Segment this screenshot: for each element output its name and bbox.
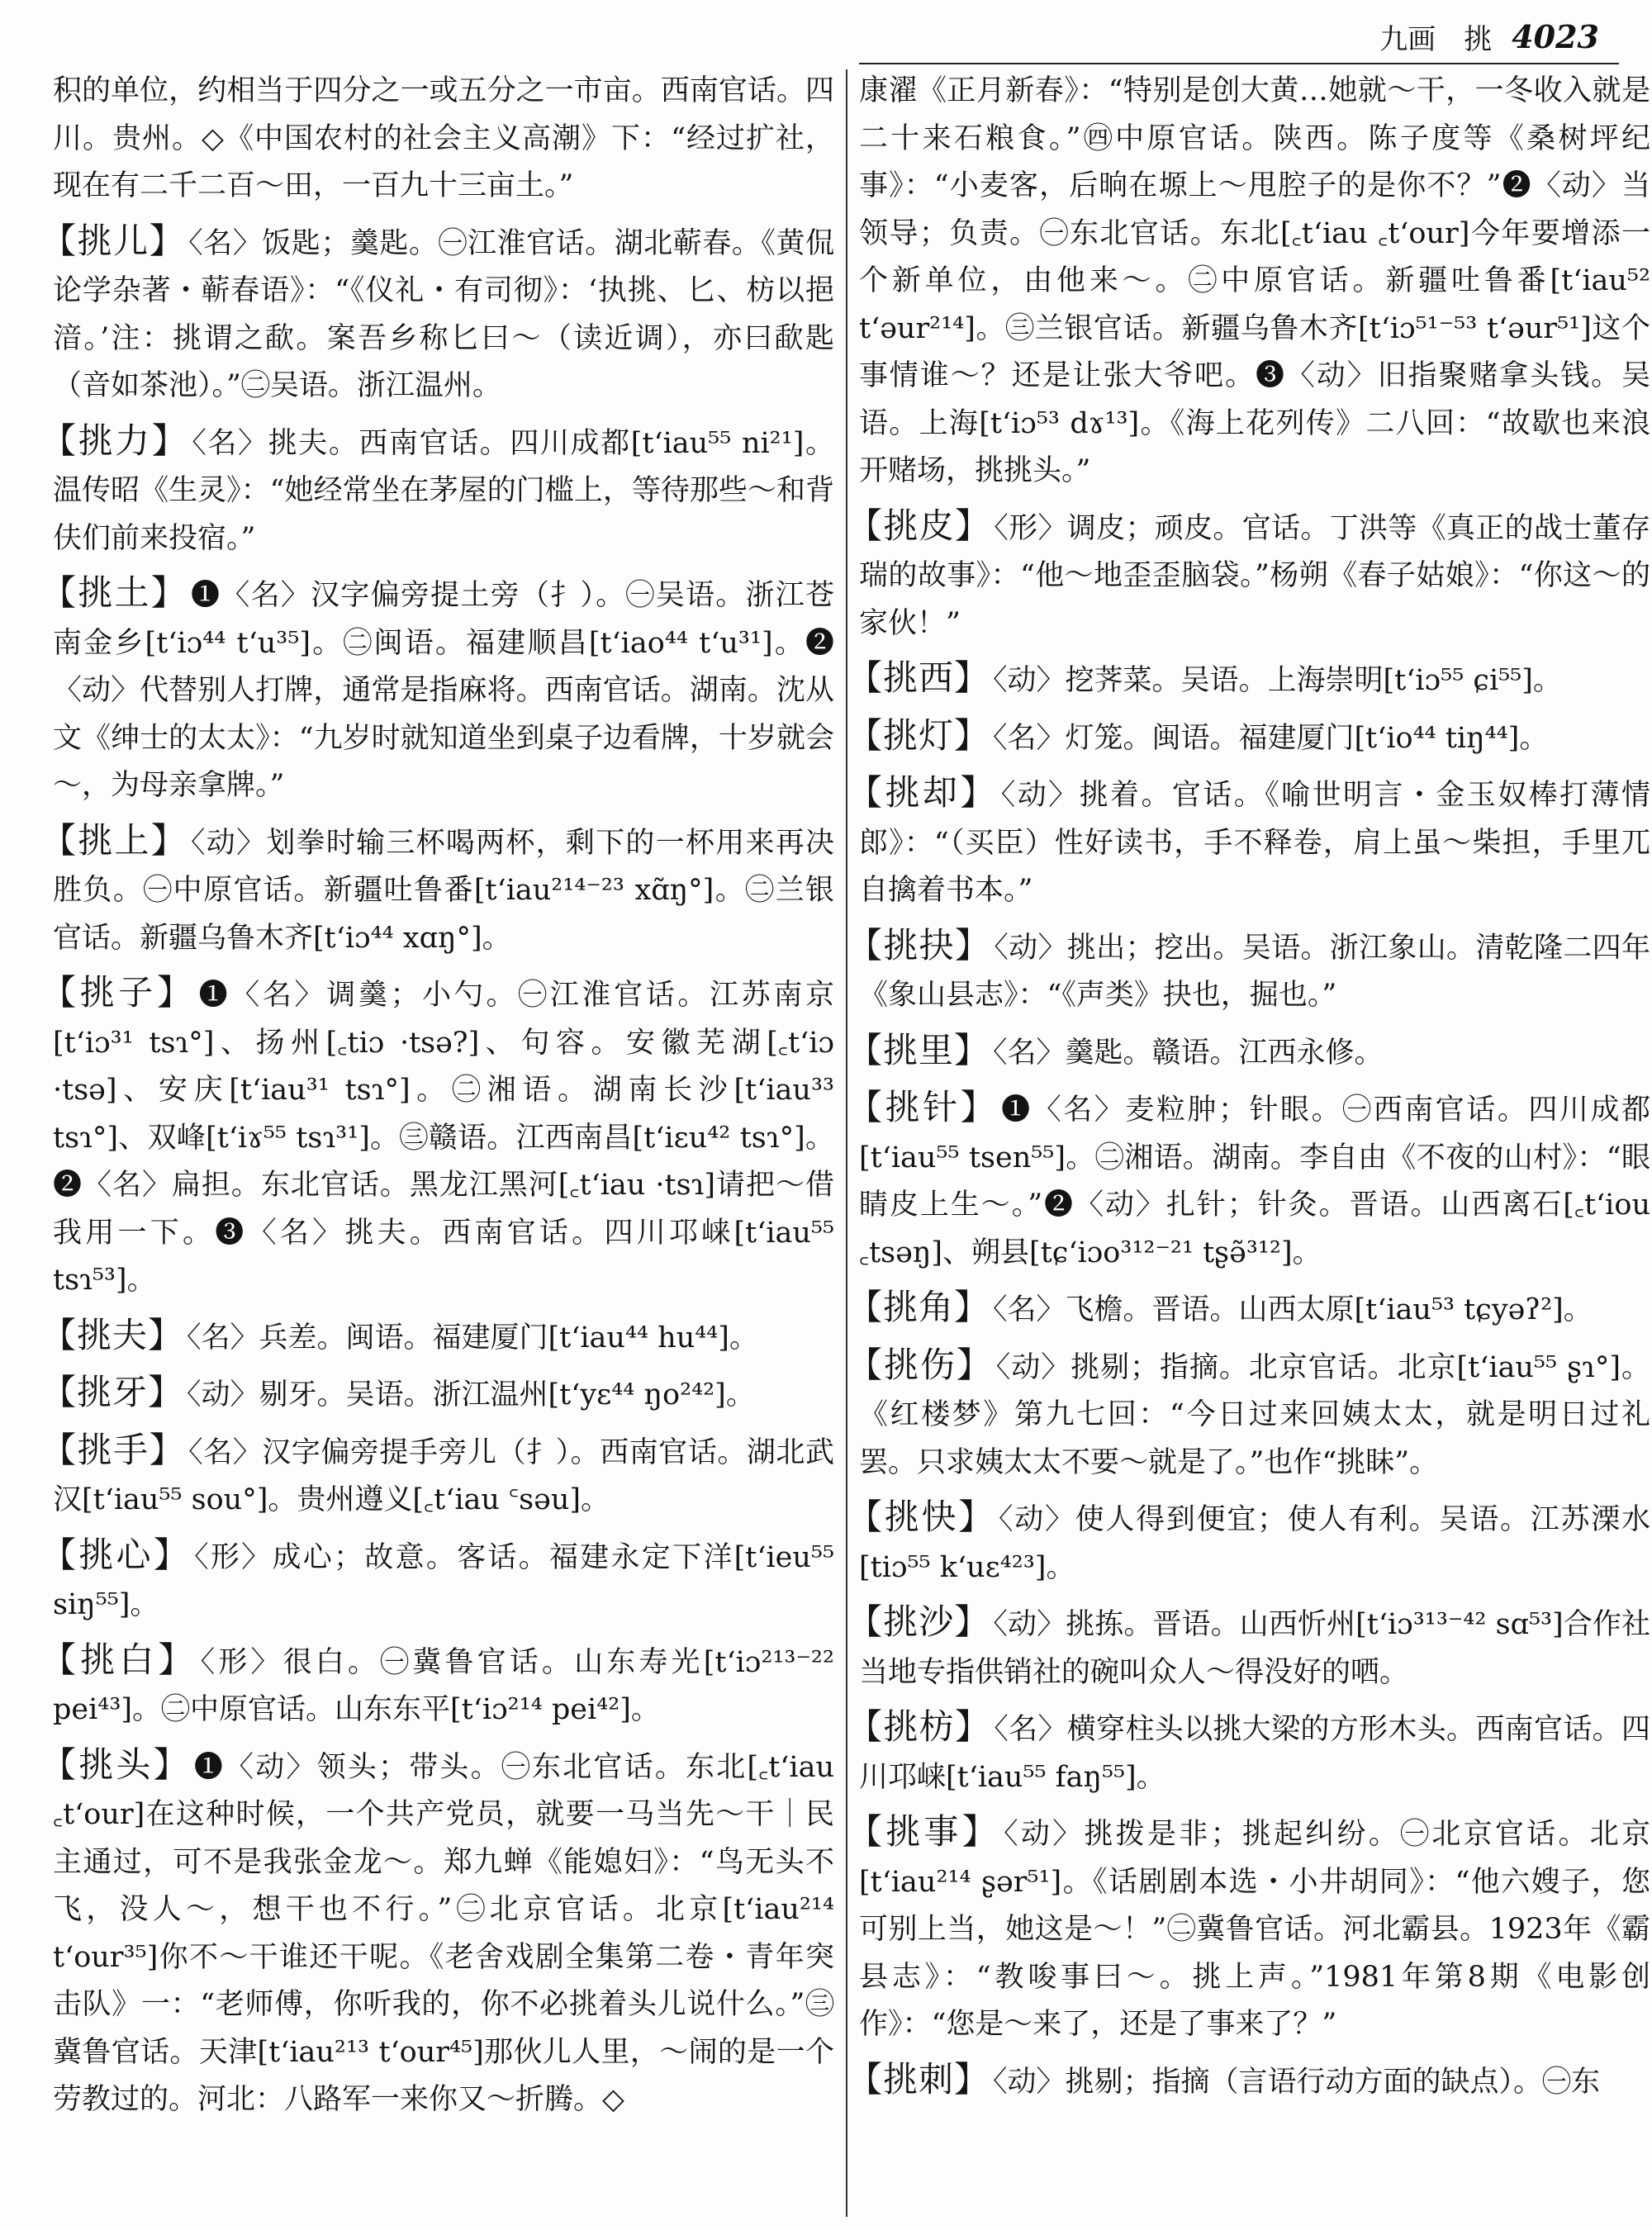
- entry-headword: 【挑沙】: [847, 1601, 990, 1642]
- entry-definition: 〈动〉划拳时输三杯喝两杯，剩下的一杯用来再决胜负。㊀中原官话。新疆吐鲁番[tʻiau²¹⁴⁻²³ xɑ̃ŋ°]。㊁兰银官话。新疆乌鲁木齐[tʻiɔ⁴⁴ xɑŋ°]。: [53, 826, 834, 955]
- entry-definition: 〈动〉挑拣。晋语。山西忻州[tʻiɔ³¹³⁻⁴² sɑ⁵³]合作社当地专指供销社的碗叫众人～得没好的哂。: [859, 1608, 1650, 1689]
- entry-headword: 【挑土】: [41, 572, 188, 613]
- dictionary-entry: [41, 1369, 834, 1420]
- entry-continuation: 积的单位，约相当于四分之一或五分之一市亩。西南官话。四川。贵州。◇《中国农村的社会主义高潮》下：“经过扩社，现在有二千二百～田，一百九十三亩土。”: [53, 74, 834, 202]
- entry-definition: 〈名〉飞檐。晋语。山西太原[tʻiau⁵³ tɕyəʔ²]。: [993, 1293, 1593, 1326]
- entry-headword: 【挑角】: [847, 1287, 990, 1327]
- dictionary-entry: [847, 1703, 1650, 1801]
- header-rule: [859, 63, 1619, 64]
- dictionary-entry: [41, 217, 834, 410]
- entry-headword: 【挑儿】: [41, 220, 186, 261]
- dictionary-entry: [847, 1598, 1650, 1696]
- dictionary-entry: [41, 1636, 834, 1734]
- entry-definition: ❶〈名〉汉字偏旁提土旁（扌）。㊀吴语。浙江苍南金乡[tʻiɔ⁴⁴ tʻu³⁵]。㊁闽语。福建顺昌[tʻiao⁴⁴ tʻu³¹]。❷〈动〉代替别人打牌，通常是指麻将。西南官话。湖南。沈从文《绅士的太太》：“九岁时就知道坐到桌子边看牌，十岁就会～，为母亲拿牌。”: [53, 579, 834, 802]
- entry-headword: 【挑刺】: [847, 2058, 990, 2100]
- entry-headword: 【挑夫】: [41, 1314, 184, 1355]
- dictionary-entry: [847, 1341, 1650, 1487]
- entry-headword: 【挑子】: [41, 972, 196, 1013]
- entry-definition: 〈名〉横穿柱头以挑大梁的方形木头。西南官话。四川邛崃[tʻiau⁵⁵ faŋ⁵⁵]。: [859, 1713, 1650, 1794]
- entry-definition: 〈动〉使人得到便宜；使人有利。吴语。江苏溧水[tiɔ⁵⁵ kʻuɛ⁴²³]。: [859, 1503, 1650, 1584]
- dictionary-entry: [41, 817, 834, 963]
- entry-headword: 【挑西】: [847, 657, 990, 698]
- header-section: 九画 挑: [1379, 22, 1493, 56]
- dictionary-entry: [41, 1426, 834, 1525]
- entry-headword: 【挑灯】: [847, 714, 990, 756]
- entry-headword: 【挑枋】: [847, 1706, 991, 1747]
- entry-definition: 〈形〉很白。㊀冀鲁官话。山东寿光[tʻiɔ²¹³⁻²² pei⁴³]。㊁中原官话。山东东平[tʻiɔ²¹⁴ pei⁴²]。: [53, 1645, 834, 1726]
- entry-headword: 【挑头】: [41, 1744, 191, 1785]
- left-column: [41, 68, 834, 2131]
- entry-headword: 【挑事】: [847, 1811, 1001, 1852]
- entry-continuation: 康濯《正月新春》：“特别是创大黄…她就～干，一冬收入就是二十来石粮食。”㊃中原官话。陕西。陈子度等《桑树坪纪事》：“小麦客，后晌在塬上～甩腔子的是你不？”❷〈动〉当领导；负责。㊀东北官话。东北[꜀tʻiau ꜀tʻour]今年要增添一个新单位，由他来～。㊁中原官话。新疆吐鲁番[tʻiau⁵² tʻəur²¹⁴]。㊂兰银官话。新疆乌鲁木齐[tʻiɔ⁵¹⁻⁵³ tʻəur⁵¹]这个事情谁～？还是让张大爷吧。❸〈动〉旧指聚赌拿头钱。吴语。上海[tʻiɔ⁵³ dɤ¹³]。《海上花列传》二八回：“故歇也来浪开赌场，挑挑头。”: [859, 74, 1650, 487]
- entry-definition: 〈动〉挑剔；指摘（言语行动方面的缺点）。㊀东: [993, 2065, 1601, 2099]
- entry-definition: 〈形〉调皮；顽皮。官话。丁洪等《真正的战士董存瑞的故事》：“他～地歪歪脑袋。”杨朔《春子姑娘》：“你这～的家伙！”: [859, 511, 1650, 640]
- dictionary-entry: [847, 769, 1650, 915]
- entry-definition: 〈动〉挖荠菜。吴语。上海崇明[tʻiɔ⁵⁵ ɕi⁵⁵]。: [993, 664, 1562, 697]
- page-number: 4023: [1512, 17, 1599, 55]
- dictionary-entry: [41, 969, 834, 1305]
- entry-headword: 【挑抉】: [847, 924, 991, 966]
- entry-definition: 〈动〉剔牙。吴语。浙江温州[tʻyɛ⁴⁴ ŋo²⁴²]。: [187, 1378, 755, 1412]
- entry-headword: 【挑上】: [41, 819, 188, 861]
- entry-definition: 〈动〉挑出；挖出。吴语。浙江象山。清乾隆二四年《象山县志》：“《声类》抉也，掘也。”: [859, 931, 1650, 1012]
- dictionary-entry: [41, 1312, 834, 1363]
- entry-definition: 〈动〉挑着。官话。《喻世明言・金玉奴棒打薄情郎》：“（买臣）性好读书，手不释卷，肩上虽～柴担，手里兀自擒着书本。”: [859, 779, 1650, 907]
- dictionary-entry: [847, 1808, 1650, 2049]
- entry-definition: 〈名〉灯笼。闽语。福建厦门[tʻio⁴⁴ tiŋ⁴⁴]。: [993, 721, 1549, 755]
- dictionary-entry: [41, 569, 834, 810]
- entry-definition: 〈名〉羹匙。赣语。江西永修。: [993, 1036, 1384, 1070]
- entry-definition: 〈形〉成心；故意。客话。福建永定下洋[tʻieu⁵⁵ siŋ⁵⁵]。: [53, 1540, 834, 1621]
- dictionary-entry: [847, 502, 1650, 648]
- dictionary-entry: [847, 1027, 1650, 1078]
- entry-definition: ❶〈动〉领头；带头。㊀东北官话。东北[꜀tʻiau ꜀tʻour]在这种时候，一个共产党员，就要一马当先～干｜民主通过，可不是我张金龙～。郑九蝉《能媳妇》：“鸟无头不飞，没人～，想干也不行。”㊁北京官话。北京[tʻiau²¹⁴ tʻour³⁵]你不～干谁还干呢。《老舍戏剧全集第二卷・青年突击队》一：“老师傅，你听我的，你不必挑着头儿说什么。”㊂冀鲁官话。天津[tʻiau²¹³ tʻour⁴⁵]那伙儿人里，～闹的是一个劳教过的。河北：八路军一来你又～折腾。◇: [53, 1750, 834, 2116]
- entry-headword: 【挑快】: [847, 1497, 995, 1537]
- entry-definition: 〈名〉饭匙；羹匙。㊀江淮官话。湖北蕲春。《黄侃论学杂著・蕲春语》：“《仪礼・有司彻》：‘执挑、匕、枋以挹湆。’注：挑谓之歃。案吾乡称匕曰～（读近调），亦曰歃匙（音如茶池）。”㊁吴语。浙江温州。: [53, 226, 834, 402]
- entry-definition: 〈动〉挑剔；指摘。北京官话。北京[tʻiau⁵⁵ ʂɿ°]。《红楼梦》第九七回：“今日过来回姨太太，就是明日过礼罢。只求姨太太不要～就是了。”也作“挑眛”。: [859, 1350, 1650, 1479]
- entry-headword: 【挑伤】: [847, 1344, 993, 1385]
- dictionary-entry: [847, 654, 1650, 705]
- dictionary-entry: [41, 1531, 834, 1630]
- entry-definition: 〈名〉兵差。闽语。福建厦门[tʻiau⁴⁴ hu⁴⁴]。: [187, 1321, 758, 1355]
- entry-headword: 【挑牙】: [41, 1372, 184, 1412]
- dictionary-entry: [847, 1084, 1650, 1277]
- dictionary-entry: [41, 417, 834, 563]
- entry-headword: 【挑白】: [41, 1639, 197, 1680]
- dictionary-entry: [847, 922, 1650, 1020]
- dictionary-entry: [847, 2056, 1650, 2107]
- dictionary-entry: [41, 1741, 834, 2124]
- entry-definition: 〈名〉汉字偏旁提手旁儿（扌）。西南官话。湖北武汉[tʻiau⁵⁵ sou°]。贵州遵义[꜀tʻiau ꜂səu]。: [53, 1435, 834, 1516]
- entry-definition: ❶〈名〉调羹；小勺。㊀江淮官话。江苏南京[tʻiɔ³¹ tsɿ°]、扬州[꜀tiɔ ·tsə?]、句容。安徽芜湖[꜀tʻiɔ ·tsə]、安庆[tʻiau³¹ tsɿ°]。㊁湘语。湖南长沙[tʻiau³³ tsɿ°]、双峰[tʻiɤ⁵⁵ tsɿ³¹]。㊂赣语。江西南昌[tʻiɛu⁴² tsɿ°]。❷〈名〉扁担。东北官话。黑龙江黑河[꜀tʻiau ·tsɿ]请把～借我用一下。❸〈名〉挑夫。西南官话。四川邛崃[tʻiau⁵⁵ tsɿ⁵³]。: [53, 979, 834, 1297]
- entry-headword: 【挑里】: [847, 1029, 990, 1070]
- dictionary-entry: [847, 1493, 1650, 1592]
- entry-headword: 【挑针】: [847, 1087, 999, 1127]
- running-header: [1379, 12, 1599, 61]
- column-divider: [846, 69, 847, 2217]
- entry-headword: 【挑心】: [41, 1534, 192, 1575]
- entry-definition: ❶〈名〉麦粒肿；针眼。㊀西南官话。四川成都[tʻiau⁵⁵ tsen⁵⁵]。㊁湘语。湖南。李自由《不夜的山村》：“眼睛皮上生～。”❷〈动〉扎针；针灸。晋语。山西离石[꜀tʻiou ꜀tsəŋ]、朔县[tɕʻiɔo³¹²⁻²¹ tʂə̃³¹²]。: [859, 1094, 1650, 1269]
- entry-headword: 【挑力】: [41, 420, 189, 461]
- entry-headword: 【挑手】: [41, 1429, 186, 1470]
- entry-definition: 〈名〉挑夫。西南官话。四川成都[tʻiau⁵⁵ ni²¹]。温传昭《生灵》：“她经常坐在茅屋的门槛上，等待那些～和背伕们前来投宿。”: [53, 426, 834, 555]
- dictionary-entry: [847, 712, 1650, 763]
- dictionary-entry: [847, 1283, 1650, 1335]
- right-column: [847, 68, 1650, 2113]
- entry-definition: 〈动〉挑拨是非；挑起纠纷。㊀北京官话。北京[tʻiau²¹⁴ ʂər⁵¹]。《话剧剧本选・小井胡同》：“他六嫂子，您可别上当，她这是～！”㊁冀鲁官话。河北霸县。1923年《霸县志》：“教唆事曰～。挑上声。”1981年第8期《电影创作》：“您是～来了，还是了事来了？”: [859, 1818, 1650, 2041]
- entry-headword: 【挑却】: [847, 772, 998, 813]
- entry-headword: 【挑皮】: [847, 505, 991, 546]
